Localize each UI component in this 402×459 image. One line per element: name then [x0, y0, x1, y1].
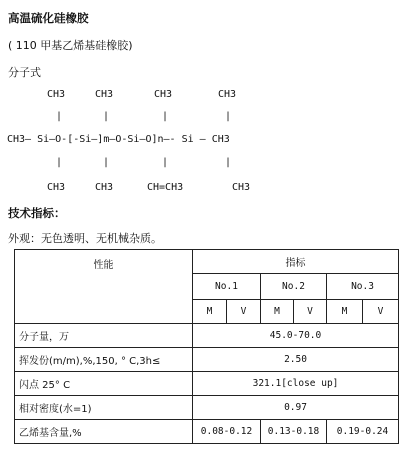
- subcol-label: V: [227, 300, 261, 324]
- formula-bond: |: [56, 111, 63, 122]
- row-value: 0.13-0.18: [261, 420, 327, 444]
- formula-bond: |: [103, 111, 110, 122]
- subcol-label: M: [193, 300, 227, 324]
- row-label: 乙烯基含量,%: [15, 420, 193, 444]
- grade-label: No.1: [193, 274, 261, 300]
- row-value: 321.1[close up]: [193, 372, 399, 396]
- formula-top-label: CH3: [95, 89, 114, 100]
- formula-top-label: CH3: [154, 89, 173, 100]
- table-header-row: [15, 250, 399, 274]
- formula-bond: |: [162, 111, 169, 122]
- formula-bottom-label: CH3: [232, 182, 251, 193]
- tech-spec-heading: 技术指标：: [8, 206, 66, 220]
- table-row: [15, 396, 399, 420]
- table-row: [15, 372, 399, 396]
- table-row: [15, 348, 399, 372]
- formula-label: 分子式: [8, 66, 41, 79]
- row-value: 0.08-0.12: [193, 420, 261, 444]
- row-value: 0.19-0.24: [327, 420, 399, 444]
- formula-top-label: CH3: [47, 89, 66, 100]
- row-label: 挥发份(m/m),%,150, ° C,3h≤: [15, 348, 193, 372]
- formula-bottom-label: CH=CH3: [147, 182, 184, 193]
- formula-top-label: CH3: [218, 89, 237, 100]
- formula-bond: |: [56, 157, 63, 168]
- row-label: 分子量，万: [15, 324, 193, 348]
- appearance-note: 外观：无色透明、无机械杂质。: [8, 232, 162, 245]
- row-value: 0.97: [193, 396, 399, 420]
- row-value: 45.0-70.0: [193, 324, 399, 348]
- spec-table: [14, 249, 399, 444]
- subcol-label: M: [261, 300, 294, 324]
- header-property: 性能: [15, 250, 193, 324]
- formula-main-chain: CH3— Si—O-[-Si—]m—O-Si—O]n—- Si — CH3: [7, 134, 230, 145]
- grade-label: No.3: [327, 274, 399, 300]
- subtitle: ( 110 甲基乙烯基硅橡胶): [8, 39, 133, 52]
- subcol-label: V: [363, 300, 399, 324]
- subcol-label: M: [327, 300, 363, 324]
- formula-bottom-label: CH3: [47, 182, 66, 193]
- row-label: 闪点 25° C: [15, 372, 193, 396]
- formula-bond: |: [103, 157, 110, 168]
- row-label: 相对密度(水=1): [15, 396, 193, 420]
- page-title: 高温硫化硅橡胶: [8, 11, 89, 25]
- header-index: 指标: [193, 250, 399, 274]
- table-row: [15, 324, 399, 348]
- table-row: [15, 420, 399, 444]
- formula-bond: |: [162, 157, 169, 168]
- formula-bond: |: [225, 157, 232, 168]
- row-value: 2.50: [193, 348, 399, 372]
- formula-bond: |: [225, 111, 232, 122]
- formula-bottom-label: CH3: [95, 182, 114, 193]
- subcol-label: V: [294, 300, 327, 324]
- grade-label: No.2: [261, 274, 327, 300]
